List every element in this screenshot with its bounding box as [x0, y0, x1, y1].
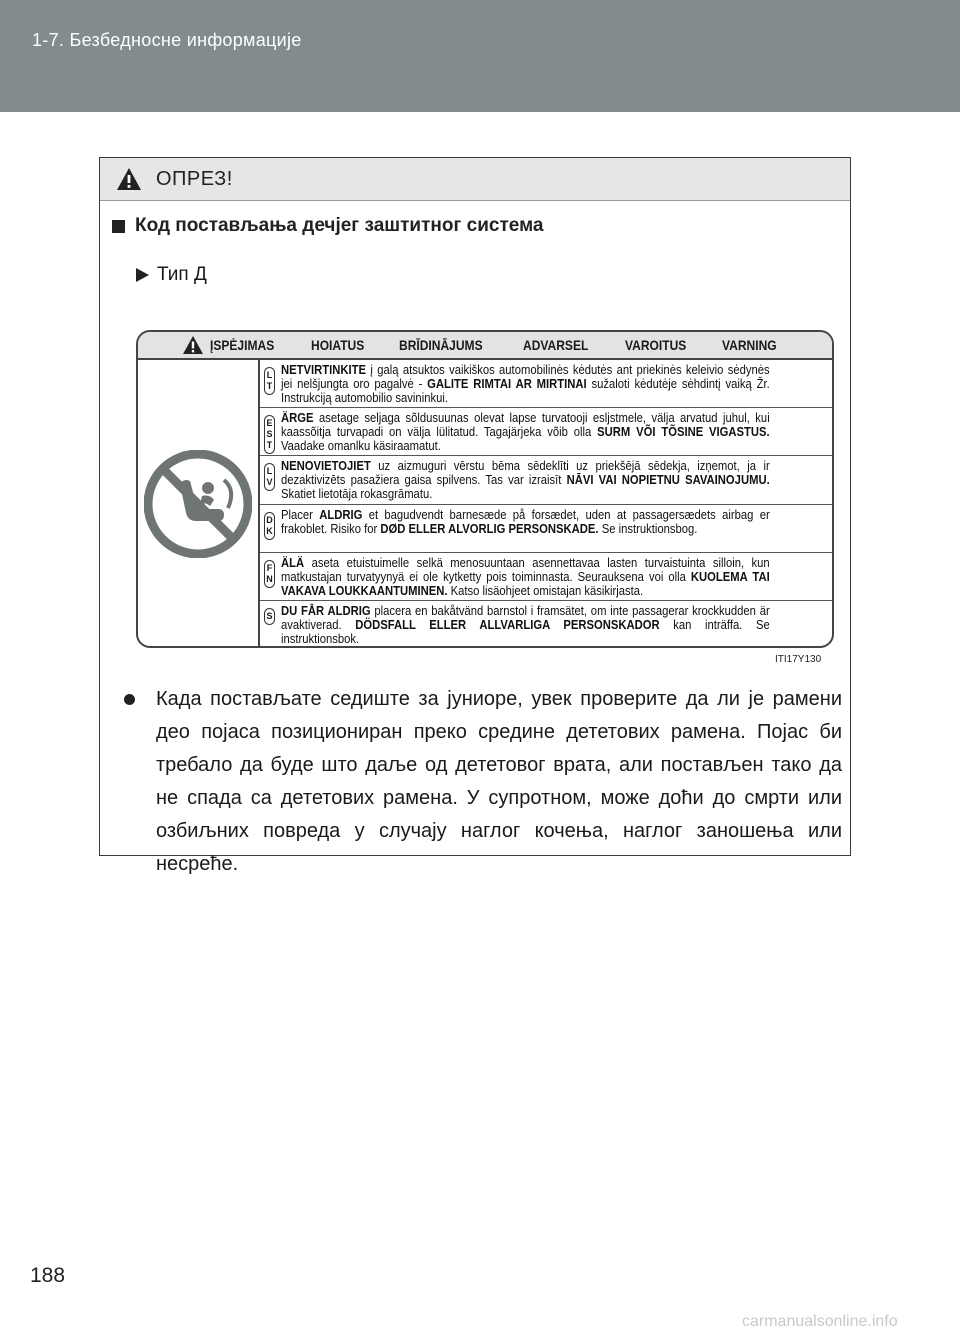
caution-paragraph [126, 683, 842, 881]
section-title: 1-7. Безбедносне информације [32, 30, 302, 50]
label-row [260, 408, 832, 456]
language-code-letter: S [266, 429, 273, 440]
language-code-badge [264, 415, 275, 454]
label-row-span: Se instruktionsbog. [598, 521, 698, 536]
label-header-item: VAROITUS [624, 337, 687, 353]
language-code-letter: N [266, 573, 273, 584]
label-row-emphasis: GALITE RIMTAI AR MIRTINAI [427, 377, 587, 391]
label-row-emphasis: NENOVIETOJIET [281, 459, 371, 474]
header-bar [0, 0, 960, 112]
label-header-item: VARNING [722, 337, 778, 353]
language-code-badge [264, 512, 275, 540]
caution-header [100, 158, 850, 201]
language-code-letter: D [266, 514, 273, 525]
type-line [136, 264, 207, 286]
label-header-item: HOIATUS [310, 337, 365, 353]
round-bullet-icon [124, 694, 135, 705]
label-row-emphasis: NETVIRTINKITE [281, 363, 367, 377]
label-row-emphasis: SURM VÕI TÕSINE VIGASTUS. [597, 425, 770, 440]
language-code-badge [264, 367, 275, 395]
language-code-badge [264, 560, 275, 588]
label-row-span: į galą atsuktos vaikiškos automobilinės kėdutės ant priekinės keleivio sėdynės jei nelšjungta oro pagalvė - [281, 363, 770, 391]
label-row-span: Placer [281, 507, 320, 522]
label-header-items [210, 337, 786, 353]
language-code-letter: F [266, 562, 273, 573]
caution-heading-text: Код постављања дечјег заштитног система [135, 215, 544, 236]
label-header [138, 332, 832, 360]
label-row-emphasis: ÄRGE [281, 411, 314, 426]
label-row-emphasis: KUOLEMA TAI VAKAVA LOUKKAANTUMINEN. [281, 569, 770, 598]
language-code-letter: S [266, 610, 273, 621]
label-row-text [281, 508, 770, 536]
caution-box [99, 157, 851, 875]
label-rows [260, 360, 832, 648]
label-row-span: Skatiet lietotāja rokasgrāmatu. [281, 487, 433, 502]
label-row-emphasis: ALDRIG [319, 507, 363, 522]
caution-paragraph-text: Када постављате седиште за јуниоре, увек проверите да ли је рамени део појаса позициониран преко средине дететових рамена. Појас би требало да буде што даље од дететовог врата, али постављен тако да не спада са дететових рамена. У супротном, може доћи до смрти или озбиљних повреда у случају наглог кочења, наглог заношења или несреће. [156, 688, 842, 875]
arrow-right-icon [136, 268, 149, 282]
label-row-emphasis: ÄLÄ [281, 555, 305, 570]
language-code-letter: K [266, 525, 273, 536]
label-row [260, 360, 832, 408]
label-row-text [281, 363, 770, 405]
label-header-item: ADVARSEL [522, 337, 588, 353]
label-row-span: uz aizmuguri vērstu bēma sēdeklīti uz priekšējā sēdekja, izņemot, ja ir dezaktivizēts pasažiera gaisa spilvens. Tas var izraisīt [281, 459, 770, 488]
label-row-emphasis: DØD ELLER ALVORLIG PERSONSKADE. [380, 521, 599, 536]
no-rear-facing-seat-icon [144, 450, 252, 558]
language-code-letter: V [266, 477, 273, 488]
language-code-letter: T [266, 381, 273, 391]
label-row-span: kan inträffa. Se instruktionsbok. [281, 617, 770, 646]
label-row-text [281, 556, 770, 598]
label-row-span: et bagudvendt barnesæde på forsædet, uden at passagersædets airbag er frakoblet. Risiko for [281, 507, 770, 536]
label-row-text [281, 459, 770, 501]
language-code-letter: T [266, 440, 273, 451]
language-code-letter: L [266, 370, 273, 380]
warning-icon [116, 167, 142, 191]
label-row-text [281, 604, 770, 646]
label-row-emphasis: DU FÅR ALDRIG [281, 603, 371, 618]
language-code-letter: E [266, 418, 273, 429]
page-number: 188 [30, 1264, 66, 1287]
label-row-span: Katso lisäohjeet omistajan käsikirjasta. [447, 583, 644, 598]
label-row [260, 456, 832, 504]
warning-label-image [136, 330, 834, 648]
label-row-emphasis: DÖDSFALL ELLER ALLVARLIGA PERSONSKADOR [355, 617, 660, 632]
label-row [260, 505, 832, 553]
label-warning-icon [182, 335, 204, 355]
label-body [138, 360, 832, 648]
label-row-span: aseta etuistuimelle selkä menosuuntaan asennettavaa lasten turvaistuinta silloin, kun matkustajan turvatyynyä ei ole kytketty pois toiminnasta. Seurauksena voi olla [281, 555, 770, 584]
caution-heading [112, 215, 543, 237]
label-row-emphasis: NĀVI VAI NOPIETNU SAVAINOJUMU. [566, 473, 770, 488]
type-line-text: Тип Д [157, 264, 207, 285]
label-row-span: asetage seljaga sõldusuunas olevat lapse turvatooji esljstmele, välja arvatud juhul, kui kaassõitja turvapadi on välja lülitatud. Tagajärjeka võib olla [281, 411, 770, 440]
label-header-item: BRĪDINĀJUMS [399, 337, 483, 353]
label-header-item: ĮSPĖJIMAS [210, 337, 275, 353]
label-row [260, 601, 832, 648]
language-code-badge [264, 463, 275, 491]
language-code-letter: L [266, 466, 273, 477]
label-row-span: sužaloti kėdutėje sėhdintį vaiką Žr. Instrukciją automobilio savininkui. [281, 377, 770, 405]
square-bullet-icon [112, 220, 125, 233]
label-row-span: placera en bakåtvänd barnstol i framsätet, om inte passagerar krockkudden är avaktiverad. [281, 603, 770, 632]
label-row-text [281, 411, 770, 453]
label-row [260, 553, 832, 601]
caution-label: ОПРЕЗ! [156, 167, 233, 190]
label-icon-column [138, 360, 260, 648]
label-code: ITI17Y130 [775, 654, 822, 665]
watermark: carmanualsonline.info [742, 1313, 898, 1330]
language-code-badge [264, 608, 275, 625]
label-row-span: Vaadake omanlku käsiraamatut. [281, 439, 441, 454]
